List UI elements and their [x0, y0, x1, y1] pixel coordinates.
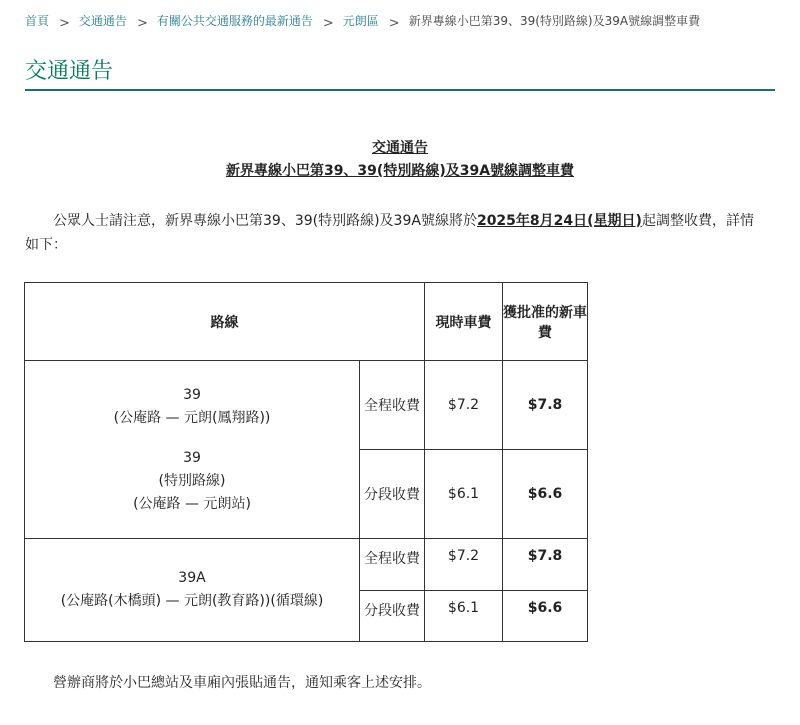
header-new-fare: 獲批准的新車費 [503, 283, 588, 361]
route-39-cell: 39 (公庵路 — 元朗(鳳翔路)) 39 (特別路線) (公庵路 — 元朗站) [25, 361, 360, 539]
breadcrumb-latest-notices-link[interactable]: 有關公共交通服務的最新通告 [156, 14, 313, 28]
chevron-right-icon: > [136, 16, 148, 31]
new-fare: $6.6 [503, 591, 588, 642]
fare-table [24, 282, 588, 642]
breadcrumb-district-link[interactable]: 元朗區 [342, 14, 379, 28]
title-divider [25, 89, 775, 91]
fare-type: 全程收費 [360, 539, 425, 591]
fare-type: 分段收費 [360, 450, 425, 539]
breadcrumb-traffic-notices-link[interactable]: 交通通告 [78, 14, 127, 28]
fare-type: 分段收費 [360, 591, 425, 642]
table-header-row [25, 283, 588, 361]
notice-intro: 公眾人士請注意，新界專線小巴第39、39(特別路線)及39A號線將於2025年8月24日(星期日)起調整收費，詳情如下： [25, 213, 754, 253]
current-fare: $6.1 [425, 591, 503, 642]
current-fare: $7.2 [425, 539, 503, 591]
fare-type: 全程收費 [360, 361, 425, 450]
new-fare: $7.8 [503, 539, 588, 591]
breadcrumb-current: 新界專線小巴第39、39(特別路線)及39A號線調整車費 [408, 14, 701, 28]
breadcrumb-home-link[interactable]: 首頁 [25, 14, 50, 28]
page-title: 交通通告 [25, 59, 114, 84]
new-fare: $7.8 [503, 361, 588, 450]
chevron-right-icon: > [322, 16, 334, 31]
current-fare: $7.2 [425, 361, 503, 450]
table-row [25, 361, 588, 450]
breadcrumb [25, 12, 700, 29]
notice-heading: 交通通告 [372, 140, 428, 156]
effective-date: 2025年8月24日(星期日) [476, 213, 642, 229]
route-39a-cell: 39A (公庵路(木橋頭) — 元朗(教育路))(循環線) [25, 539, 360, 642]
notice-subheading: 新界專線小巴第39、39(特別路線)及39A號線調整車費 [225, 163, 575, 179]
table-row [25, 539, 588, 591]
chevron-right-icon: > [388, 16, 400, 31]
header-current-fare: 現時車費 [425, 283, 503, 361]
header-route: 路線 [25, 283, 425, 361]
new-fare: $6.6 [503, 450, 588, 539]
chevron-right-icon: > [59, 16, 70, 31]
current-fare: $6.1 [425, 450, 503, 539]
closing-note: 營辦商將於小巴總站及車廂內張貼通告，通知乘客上述安排。 [53, 675, 431, 691]
